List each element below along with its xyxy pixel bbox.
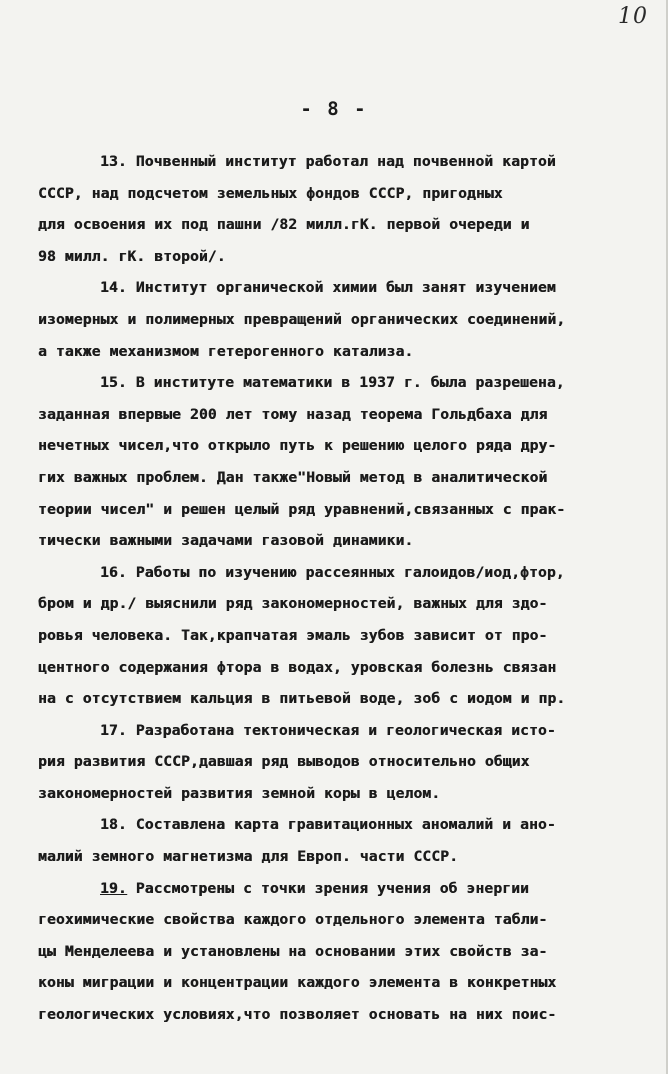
paragraph-19-line-2: геохимические свойства каждого отдельного элемента табли- [38, 911, 548, 929]
paragraph-15-line-3: нечетных чисел,что открыло путь к решению целого ряда дру- [38, 437, 557, 455]
paragraph-16-line-1 [38, 557, 663, 589]
paragraph-19-line-4: коны миграции и концентрации каждого элемента в конкретных [38, 974, 557, 992]
paragraph-14-line-3: а также механизмом гетерогенного катализа. [38, 342, 414, 360]
paragraph-15-line-4: гих важных проблем. Дан также"Новый метод в аналитической [38, 468, 548, 486]
handwritten-page-number: 10 [618, 4, 648, 29]
paragraph-16-number: 16. [100, 563, 127, 581]
paragraph-19-line-3: цы Менделеева и установлены на основании этих свойств за- [38, 942, 548, 960]
paragraph-17-text: Разработана тектоническая и геологическая исто- [126, 721, 556, 739]
paragraph-18-line-1 [38, 809, 663, 841]
paragraph-19-text: Рассмотрены с точки зрения учения об энергии [126, 879, 529, 897]
paragraph-13-line-3: для освоения их под пашни /82 милл.гК. первой очереди и [38, 216, 530, 234]
paragraph-16-line-5: на с отсутствием кальция в питьевой воде, зоб с иодом и пр. [38, 690, 566, 708]
paragraph-19-number: 19. [100, 879, 127, 897]
paragraph-15-line-1 [38, 367, 663, 399]
paragraph-14-number: 14. [100, 279, 127, 297]
paragraph-18-text: Составлена карта гравитационных аномалий и ано- [126, 816, 556, 834]
paragraph-15-text: В институте математики в 1937 г. была разрешена, [126, 374, 565, 392]
paragraph-13-line-2: СССР, над подсчетом земельных фондов СССР, пригодных [38, 184, 503, 202]
paragraph-15-line-5: теории чисел" и решен целый ряд уравнений,связанных с прак- [38, 500, 566, 518]
paragraph-13-line-4: 98 милл. гК. второй/. [38, 247, 226, 265]
paragraph-13-text: Почвенный институт работал над почвенной картой [126, 153, 556, 170]
paragraph-18-number: 18. [100, 816, 127, 834]
paragraph-16-text: Работы по изучению рассеянных галоидов/иод,фтор, [126, 563, 565, 581]
paragraph-16-line-3: ровья человека. Так,крапчатая эмаль зубов зависит от про- [38, 626, 548, 644]
paragraph-16-line-4: центного содержания фтора в водах, уровская болезнь связан [38, 658, 557, 676]
paragraph-17-number: 17. [100, 721, 127, 739]
paragraph-16-line-2: бром и др./ выяснили ряд закономерностей, важных для здо- [38, 595, 548, 613]
paragraph-17-line-3: закономерностей развития земной коры в целом. [38, 784, 441, 802]
paragraph-13-number: 13. [100, 153, 127, 170]
paragraph-13-line-1 [38, 146, 663, 178]
paragraph-15-number: 15. [100, 374, 127, 392]
paragraph-14-line-2: изомерных и полимерных превращений органических соединений, [38, 310, 566, 328]
paragraph-19-line-5: геологических условиях,что позволяет основать на них поис- [38, 1006, 557, 1024]
paragraph-15-line-2: заданная впервые 200 лет тому назад теорема Гольдбаха для [38, 405, 548, 423]
paragraph-17-line-1 [38, 715, 663, 747]
paragraph-17-line-2: рия развития СССР,давшая ряд выводов относительно общих [38, 753, 530, 771]
paragraph-19-line-1 [38, 873, 663, 905]
paragraph-15-line-6: тически важными задачами газовой динамики. [38, 532, 414, 550]
document-body [38, 146, 663, 1031]
paragraph-14-text: Институт органической химии был занят изучением [126, 279, 556, 297]
page-number: - 8 - [300, 98, 368, 120]
paragraph-14-line-1 [38, 272, 663, 304]
paragraph-18-line-2: малий земного магнетизма для Европ. части СССР. [38, 848, 459, 866]
